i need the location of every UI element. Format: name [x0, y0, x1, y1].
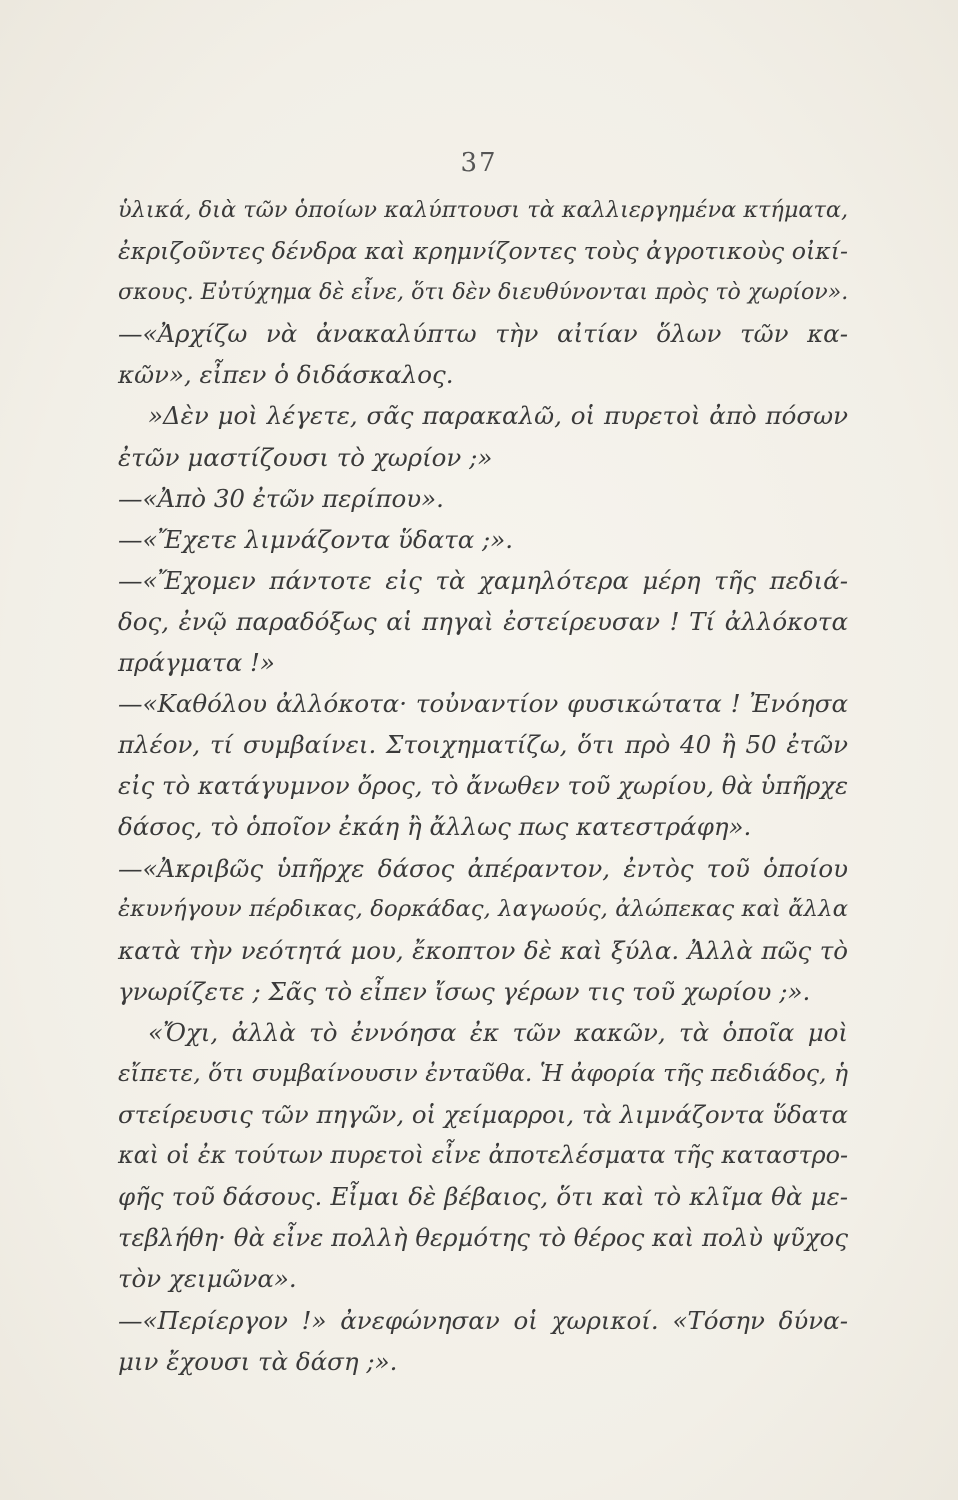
text-line: εἴπετε, ὅτι συμβαίνουσιν ἐνταῦθα. Ἡ ἀφορία τῆς πεδιάδος, ἡ: [118, 1058, 848, 1087]
text-line: —«Ἀκριβῶς ὑπῆρχε δάσος ἀπέραντον, ἐντὸς τοῦ ὁποίου: [118, 853, 848, 883]
text-line: ὑλικά, διὰ τῶν ὁποίων καλύπτουσι τὰ καλλιεργημένα κτήματα,: [118, 197, 849, 223]
text-line: ἐτῶν μαστίζουσι τὸ χωρίον ;»: [118, 442, 493, 472]
text-line: —«Ἔχομεν πάντοτε εἰς τὰ χαμηλότερα μέρη τῆς πεδιά-: [118, 565, 848, 595]
text-line: τὸν χειμῶνα».: [118, 1264, 297, 1294]
text-line: —«Ἀρχίζω νὰ ἀνακαλύπτω τὴν αἰτίαν ὅλων τῶν κα-: [118, 319, 848, 349]
text-line: —«Ἀπὸ 30 ἐτῶν περίπου».: [118, 483, 444, 513]
text-line: «Ὄχι, ἀλλὰ τὸ ἐννόησα ἐκ τῶν κακῶν, τὰ ὁποῖα μοὶ: [148, 1017, 848, 1047]
text-line: ἐκριζοῦντες δένδρα καὶ κρημνίζοντες τοὺς ἀγροτικοὺς οἰκί-: [118, 237, 848, 266]
text-line: σκους. Εὐτύχημα δὲ εἶνε, ὅτι δὲν διευθύνονται πρὸς τὸ χωρίον».: [118, 279, 849, 306]
text-line: κῶν», εἶπεν ὁ διδάσκαλος.: [118, 360, 454, 390]
body-text: [118, 190, 848, 1382]
text-line: —«Περίεργον !» ἀνεφώνησαν οἱ χωρικοί. «Τόσην δύνα-: [118, 1305, 848, 1335]
text-line: δος, ἐνῷ παραδόξως αἱ πηγαὶ ἐστείρευσαν ! Τί ἀλλόκοτα: [118, 606, 848, 636]
text-line: στείρευσις τῶν πηγῶν, οἱ χείμαρροι, τὰ λιμνάζοντα ὕδατα: [118, 1100, 848, 1130]
page-number: 37: [460, 148, 498, 178]
text-line: γνωρίζετε ; Σᾶς τὸ εἶπεν ἴσως γέρων τις τοῦ χωρίου ;».: [118, 976, 811, 1006]
text-line: μιν ἔχουσι τὰ δάση ;».: [118, 1346, 398, 1376]
text-line: —«Καθόλου ἀλλόκοτα· τοὐναντίον φυσικώτατα ! Ἐνόησα: [118, 689, 848, 719]
text-line: ἐκυνήγουν πέρδικας, δορκάδας, λαγωούς, ἀλώπεκας καὶ ἄλλα: [118, 895, 848, 922]
text-line: τεβλήθη· θὰ εἶνε πολλὴ θερμότης τὸ θέρος καὶ πολὺ ψῦχος: [118, 1223, 848, 1253]
text-line: πλέον, τί συμβαίνει. Στοιχηματίζω, ὅτι πρὸ 40 ἢ 50 ἐτῶν: [118, 730, 848, 760]
text-line: δάσος, τὸ ὁποῖον ἐκάη ἢ ἄλλως πως κατεστράφη».: [118, 812, 752, 842]
text-line: πράγματα !»: [118, 648, 275, 678]
text-line: φῆς τοῦ δάσους. Εἶμαι δὲ βέβαιος, ὅτι καὶ τὸ κλῖμα θὰ με-: [118, 1182, 848, 1212]
text-line: εἰς τὸ κατάγυμνον ὄρος, τὸ ἄνωθεν τοῦ χωρίου, θὰ ὑπῆρχε: [118, 771, 849, 801]
text-line: »Δὲν μοὶ λέγετε, σᾶς παρακαλῶ, οἱ πυρετοὶ ἀπὸ πόσων: [148, 401, 848, 431]
text-line: κατὰ τὴν νεότητά μου, ἔκοπτον δὲ καὶ ξύλα. Ἀλλὰ πῶς τὸ: [118, 935, 848, 965]
text-line: —«Ἔχετε λιμνάζοντα ὕδατα ;».: [118, 524, 514, 554]
text-line: καὶ οἱ ἐκ τούτων πυρετοὶ εἶνε ἀποτελέσματα τῆς καταστρο-: [118, 1141, 848, 1170]
